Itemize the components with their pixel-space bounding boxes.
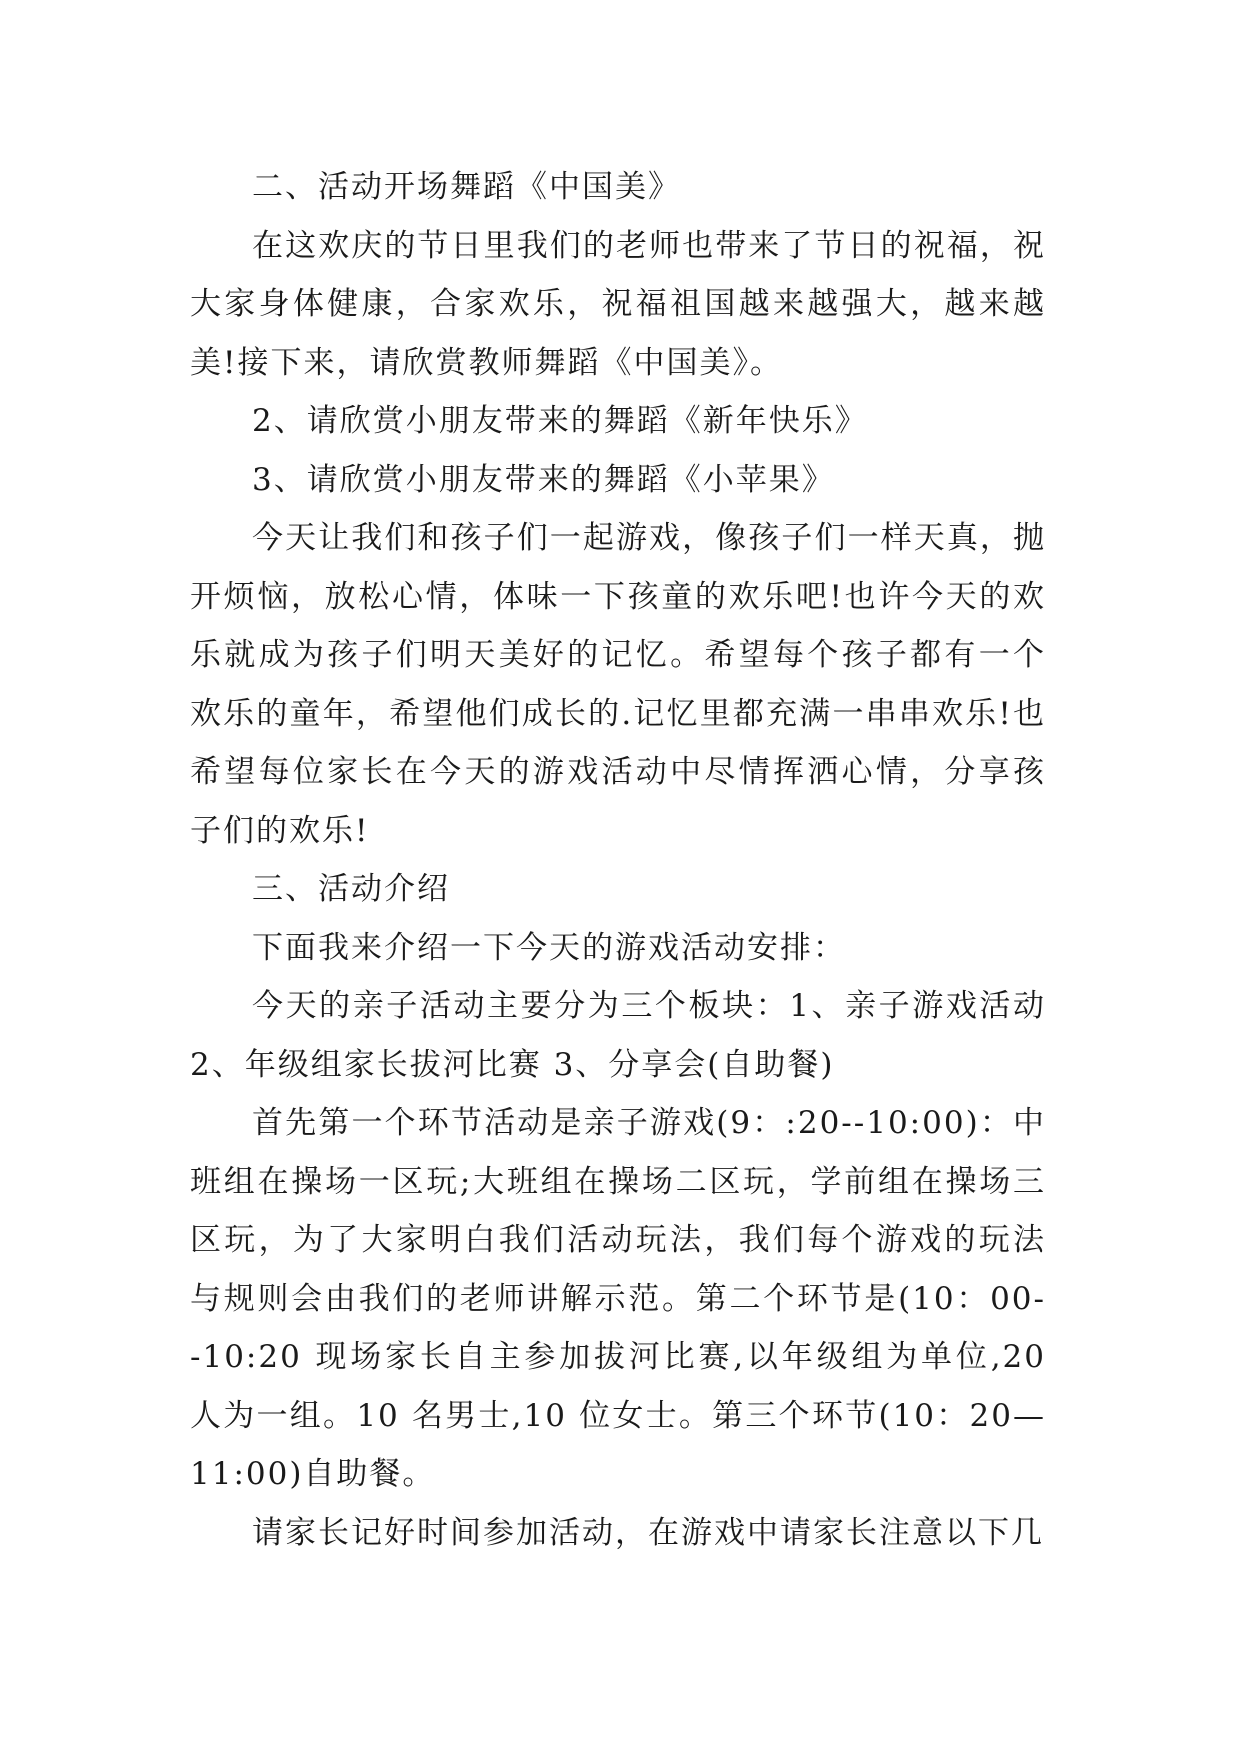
document-page xyxy=(190,158,1046,1562)
paragraph-intro-lead: 下面我来介绍一下今天的游戏活动安排： xyxy=(252,929,846,966)
paragraph-parent-notice: 请家长记好时间参加活动，在游戏中请家长注意以下几 xyxy=(252,1514,1044,1551)
program-item-3: 3、请欣赏小朋友带来的舞蹈《小苹果》 xyxy=(252,461,835,498)
section-heading-opening-dance: 二、活动开场舞蹈《中国美》 xyxy=(252,169,681,205)
paragraph-teacher-blessing: 在这欢庆的节日里我们的老师也带来了节日的祝福，祝大家身体健康，合家欢乐，祝福祖国越来越强大，越来越美!接下来，请欣赏教师舞蹈《中国美》。 xyxy=(190,227,1046,381)
program-item-2: 2、请欣赏小朋友带来的舞蹈《新年快乐》 xyxy=(252,403,868,439)
section-heading-activity-intro: 三、活动介绍 xyxy=(252,871,450,907)
paragraph-play-together: 今天让我们和孩子们一起游戏，像孩子们一样天真，抛开烦恼，放松心情，体味一下孩童的欢乐吧!也许今天的欢乐就成为孩子们明天美好的记忆。希望每个孩子都有一个欢乐的童年，希望他们成长的.记忆里都充满一串串欢乐!也希望每位家长在今天的游戏活动中尽情挥洒心情，分享孩子们的欢乐! xyxy=(190,520,1046,849)
paragraph-three-sections: 今天的亲子活动主要分为三个板块：1、亲子游戏活动 2、年级组家长拔河比赛 3、分享会(自助餐) xyxy=(190,988,1046,1083)
paragraph-schedule: 首先第一个环节活动是亲子游戏(9：:20--10:00)：中班组在操场一区玩;大班组在操场二区玩，学前组在操场三区玩，为了大家明白我们活动玩法，我们每个游戏的玩法与规则会由我们的老师讲解示范。第二个环节是(10：00--10:20 现场家长自主参加拔河比赛,以年级组为单位,20 人为一组。10 名男士,10 位女士。第三个环节(10：20—11:00)自助餐。 xyxy=(190,1105,1046,1492)
